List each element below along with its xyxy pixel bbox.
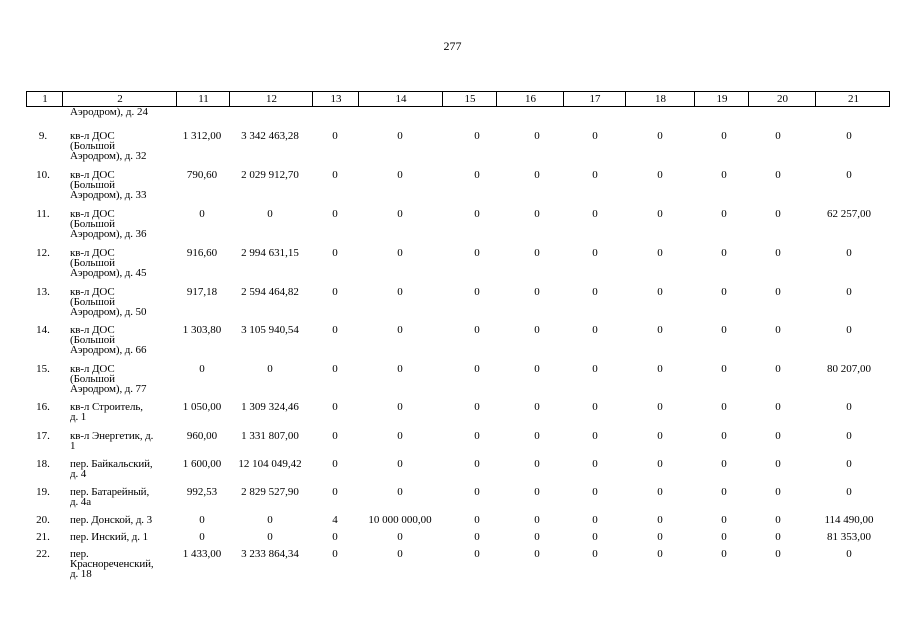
- value-cell-13: 0: [332, 548, 338, 560]
- value-cell-16: 0: [534, 548, 540, 560]
- value-cell-19: 0: [721, 169, 727, 181]
- value-cell-20: 0: [775, 514, 781, 526]
- value-cell-15: 0: [474, 430, 480, 442]
- continuation-text: Аэродром), д. 24: [70, 106, 148, 118]
- address-cell: пер. Байкальский, д. 4: [70, 458, 153, 480]
- value-cell-12: 3 105 940,54: [241, 324, 299, 336]
- value-cell-11: 790,60: [186, 169, 218, 181]
- value-cell-16: 0: [534, 208, 540, 220]
- header-divider: [748, 92, 749, 106]
- header-divider: [176, 92, 177, 106]
- value-cell-16: 0: [534, 401, 540, 413]
- value-cell-19: 0: [721, 548, 727, 560]
- value-cell-15: 0: [474, 514, 480, 526]
- value-cell-16: 0: [534, 247, 540, 259]
- row-number-cell: 20.: [36, 514, 50, 526]
- value-cell-17: 0: [592, 401, 598, 413]
- value-cell-15: 0: [474, 324, 480, 336]
- address-cell: кв-л Энергетик, д. 1: [70, 430, 154, 452]
- address-cell: кв-л Строитель, д. 1: [70, 401, 143, 423]
- value-cell-15: 0: [474, 169, 480, 181]
- row-number-cell: 17.: [36, 430, 50, 442]
- value-cell-17: 0: [592, 548, 598, 560]
- header-divider: [358, 92, 359, 106]
- value-cell-18: 0: [657, 531, 663, 543]
- value-cell-11: 0: [199, 531, 205, 543]
- value-cell-19: 0: [721, 401, 727, 413]
- value-cell-21: 0: [846, 324, 852, 336]
- value-cell-15: 0: [474, 286, 480, 298]
- value-cell-20: 0: [775, 208, 781, 220]
- value-cell-21: 80 207,00: [827, 363, 871, 375]
- value-cell-20: 0: [775, 169, 781, 181]
- value-cell-13: 4: [332, 514, 338, 526]
- value-cell-16: 0: [534, 169, 540, 181]
- value-cell-14: 0: [397, 531, 403, 543]
- value-cell-13: 0: [332, 169, 338, 181]
- header-divider: [442, 92, 443, 106]
- header-col-13: 13: [330, 93, 342, 105]
- value-cell-20: 0: [775, 247, 781, 259]
- value-cell-19: 0: [721, 363, 727, 375]
- value-cell-16: 0: [534, 286, 540, 298]
- value-cell-17: 0: [592, 286, 598, 298]
- value-cell-14: 0: [397, 169, 403, 181]
- value-cell-17: 0: [592, 169, 598, 181]
- value-cell-13: 0: [332, 130, 338, 142]
- value-cell-21: 0: [846, 458, 852, 470]
- value-cell-16: 0: [534, 486, 540, 498]
- value-cell-19: 0: [721, 458, 727, 470]
- row-number-cell: 13.: [36, 286, 50, 298]
- header-col-11: 11: [198, 93, 209, 105]
- value-cell-13: 0: [332, 486, 338, 498]
- value-cell-12: 2 594 464,82: [241, 286, 299, 298]
- value-cell-19: 0: [721, 514, 727, 526]
- value-cell-12: 0: [267, 514, 273, 526]
- value-cell-21: 62 257,00: [827, 208, 871, 220]
- value-cell-15: 0: [474, 208, 480, 220]
- header-col-15: 15: [464, 93, 476, 105]
- value-cell-11: 0: [199, 208, 205, 220]
- value-cell-17: 0: [592, 130, 598, 142]
- header-col-19: 19: [716, 93, 728, 105]
- value-cell-14: 10 000 000,00: [368, 514, 432, 526]
- value-cell-16: 0: [534, 430, 540, 442]
- value-cell-21: 0: [846, 486, 852, 498]
- header-col-18: 18: [655, 93, 666, 105]
- value-cell-12: 12 104 049,42: [238, 458, 302, 470]
- value-cell-20: 0: [775, 324, 781, 336]
- value-cell-12: 0: [267, 531, 273, 543]
- value-cell-14: 0: [397, 430, 403, 442]
- value-cell-14: 0: [397, 401, 403, 413]
- value-cell-19: 0: [721, 430, 727, 442]
- value-cell-18: 0: [657, 363, 663, 375]
- address-cell: кв-л ДОС (Большой Аэродром), д. 45: [70, 247, 147, 279]
- address-cell: кв-л ДОС (Большой Аэродром), д. 36: [70, 208, 147, 240]
- value-cell-19: 0: [721, 486, 727, 498]
- header-divider: [694, 92, 695, 106]
- value-cell-15: 0: [474, 363, 480, 375]
- value-cell-19: 0: [721, 324, 727, 336]
- value-cell-11: 0: [199, 514, 205, 526]
- value-cell-20: 0: [775, 401, 781, 413]
- value-cell-21: 0: [846, 130, 852, 142]
- value-cell-14: 0: [397, 208, 403, 220]
- value-cell-20: 0: [775, 458, 781, 470]
- row-number-cell: 21.: [36, 531, 50, 543]
- value-cell-11: 960,00: [186, 430, 218, 442]
- value-cell-18: 0: [657, 401, 663, 413]
- value-cell-21: 81 353,00: [827, 531, 871, 543]
- address-cell: пер. Батарейный, д. 4а: [70, 486, 150, 508]
- value-cell-15: 0: [474, 130, 480, 142]
- value-cell-12: 3 342 463,28: [241, 130, 299, 142]
- value-cell-18: 0: [657, 169, 663, 181]
- value-cell-19: 0: [721, 531, 727, 543]
- value-cell-13: 0: [332, 401, 338, 413]
- value-cell-11: 917,18: [186, 286, 218, 298]
- header-divider: [62, 92, 63, 106]
- row-number-cell: 19.: [36, 486, 50, 498]
- row-number-cell: 14.: [36, 324, 50, 336]
- value-cell-12: 2 994 631,15: [241, 247, 299, 259]
- value-cell-14: 0: [397, 324, 403, 336]
- header-col-20: 20: [777, 93, 788, 105]
- value-cell-20: 0: [775, 531, 781, 543]
- value-cell-15: 0: [474, 401, 480, 413]
- value-cell-13: 0: [332, 247, 338, 259]
- address-cell: кв-л ДОС (Большой Аэродром), д. 32: [70, 130, 147, 162]
- address-cell: кв-л ДОС (Большой Аэродром), д. 50: [70, 286, 147, 318]
- header-divider: [229, 92, 230, 106]
- value-cell-16: 0: [534, 363, 540, 375]
- value-cell-19: 0: [721, 247, 727, 259]
- value-cell-20: 0: [775, 130, 781, 142]
- value-cell-17: 0: [592, 531, 598, 543]
- value-cell-18: 0: [657, 130, 663, 142]
- value-cell-17: 0: [592, 430, 598, 442]
- value-cell-21: 0: [846, 401, 852, 413]
- value-cell-19: 0: [721, 130, 727, 142]
- value-cell-16: 0: [534, 531, 540, 543]
- header-divider: [563, 92, 564, 106]
- address-cell: пер. Донской, д. 3: [70, 514, 153, 526]
- address-cell: кв-л ДОС (Большой Аэродром), д. 66: [70, 324, 147, 356]
- value-cell-15: 0: [474, 247, 480, 259]
- value-cell-13: 0: [332, 324, 338, 336]
- value-cell-11: 992,53: [186, 486, 218, 498]
- value-cell-14: 0: [397, 548, 403, 560]
- header-col-12: 12: [266, 93, 277, 105]
- value-cell-16: 0: [534, 324, 540, 336]
- header-divider: [312, 92, 313, 106]
- value-cell-20: 0: [775, 430, 781, 442]
- value-cell-12: 0: [267, 363, 273, 375]
- value-cell-17: 0: [592, 208, 598, 220]
- value-cell-21: 0: [846, 286, 852, 298]
- value-cell-13: 0: [332, 531, 338, 543]
- header-divider: [496, 92, 497, 106]
- value-cell-18: 0: [657, 514, 663, 526]
- table-header-row: [26, 91, 890, 107]
- value-cell-21: 114 490,00: [824, 514, 874, 526]
- value-cell-14: 0: [397, 363, 403, 375]
- value-cell-12: 3 233 864,34: [241, 548, 299, 560]
- value-cell-16: 0: [534, 458, 540, 470]
- value-cell-17: 0: [592, 324, 598, 336]
- value-cell-17: 0: [592, 486, 598, 498]
- value-cell-16: 0: [534, 514, 540, 526]
- value-cell-18: 0: [657, 247, 663, 259]
- value-cell-13: 0: [332, 286, 338, 298]
- value-cell-15: 0: [474, 548, 480, 560]
- row-number-cell: 22.: [36, 548, 50, 560]
- value-cell-11: 916,60: [186, 247, 218, 259]
- value-cell-21: 0: [846, 169, 852, 181]
- value-cell-14: 0: [397, 458, 403, 470]
- value-cell-20: 0: [775, 363, 781, 375]
- value-cell-12: 1 331 807,00: [241, 430, 299, 442]
- header-divider: [625, 92, 626, 106]
- value-cell-12: 2 829 527,90: [241, 486, 299, 498]
- address-cell: кв-л ДОС (Большой Аэродром), д. 33: [70, 169, 147, 201]
- header-divider: [815, 92, 816, 106]
- value-cell-12: 1 309 324,46: [241, 401, 299, 413]
- header-col-1: 1: [42, 93, 48, 105]
- value-cell-18: 0: [657, 286, 663, 298]
- row-number-cell: 10.: [36, 169, 50, 181]
- value-cell-21: 0: [846, 247, 852, 259]
- row-number-cell: 9.: [38, 130, 48, 142]
- row-number-cell: 11.: [36, 208, 50, 220]
- value-cell-11: 1 600,00: [182, 458, 222, 470]
- value-cell-14: 0: [397, 247, 403, 259]
- value-cell-15: 0: [474, 458, 480, 470]
- value-cell-14: 0: [397, 486, 403, 498]
- header-col-2: 2: [117, 93, 123, 105]
- value-cell-11: 1 433,00: [182, 548, 222, 560]
- address-cell: пер. Краснореченский, д. 18: [70, 548, 154, 580]
- value-cell-14: 0: [397, 130, 403, 142]
- value-cell-17: 0: [592, 247, 598, 259]
- value-cell-18: 0: [657, 458, 663, 470]
- value-cell-21: 0: [846, 548, 852, 560]
- row-number-cell: 18.: [36, 458, 50, 470]
- value-cell-18: 0: [657, 324, 663, 336]
- value-cell-18: 0: [657, 208, 663, 220]
- value-cell-20: 0: [775, 548, 781, 560]
- address-cell: кв-л ДОС (Большой Аэродром), д. 77: [70, 363, 147, 395]
- value-cell-12: 0: [267, 208, 273, 220]
- header-col-17: 17: [589, 93, 601, 105]
- value-cell-17: 0: [592, 458, 598, 470]
- row-number-cell: 16.: [36, 401, 50, 413]
- value-cell-17: 0: [592, 514, 598, 526]
- value-cell-14: 0: [397, 286, 403, 298]
- value-cell-11: 1 050,00: [182, 401, 222, 413]
- value-cell-12: 2 029 912,70: [241, 169, 299, 181]
- address-cell: пер. Инский, д. 1: [70, 531, 148, 543]
- value-cell-11: 1 312,00: [182, 130, 222, 142]
- value-cell-15: 0: [474, 531, 480, 543]
- value-cell-11: 0: [199, 363, 205, 375]
- value-cell-16: 0: [534, 130, 540, 142]
- value-cell-20: 0: [775, 286, 781, 298]
- row-number-cell: 15.: [36, 363, 50, 375]
- value-cell-13: 0: [332, 458, 338, 470]
- value-cell-21: 0: [846, 430, 852, 442]
- value-cell-19: 0: [721, 286, 727, 298]
- page-number: 277: [443, 39, 462, 53]
- value-cell-17: 0: [592, 363, 598, 375]
- row-number-cell: 12.: [36, 247, 50, 259]
- value-cell-20: 0: [775, 486, 781, 498]
- value-cell-19: 0: [721, 208, 727, 220]
- value-cell-15: 0: [474, 486, 480, 498]
- value-cell-18: 0: [657, 486, 663, 498]
- value-cell-13: 0: [332, 363, 338, 375]
- value-cell-18: 0: [657, 430, 663, 442]
- value-cell-13: 0: [332, 208, 338, 220]
- value-cell-13: 0: [332, 430, 338, 442]
- header-col-16: 16: [525, 93, 536, 105]
- header-col-14: 14: [395, 93, 407, 105]
- value-cell-18: 0: [657, 548, 663, 560]
- value-cell-11: 1 303,80: [182, 324, 222, 336]
- header-col-21: 21: [848, 93, 859, 105]
